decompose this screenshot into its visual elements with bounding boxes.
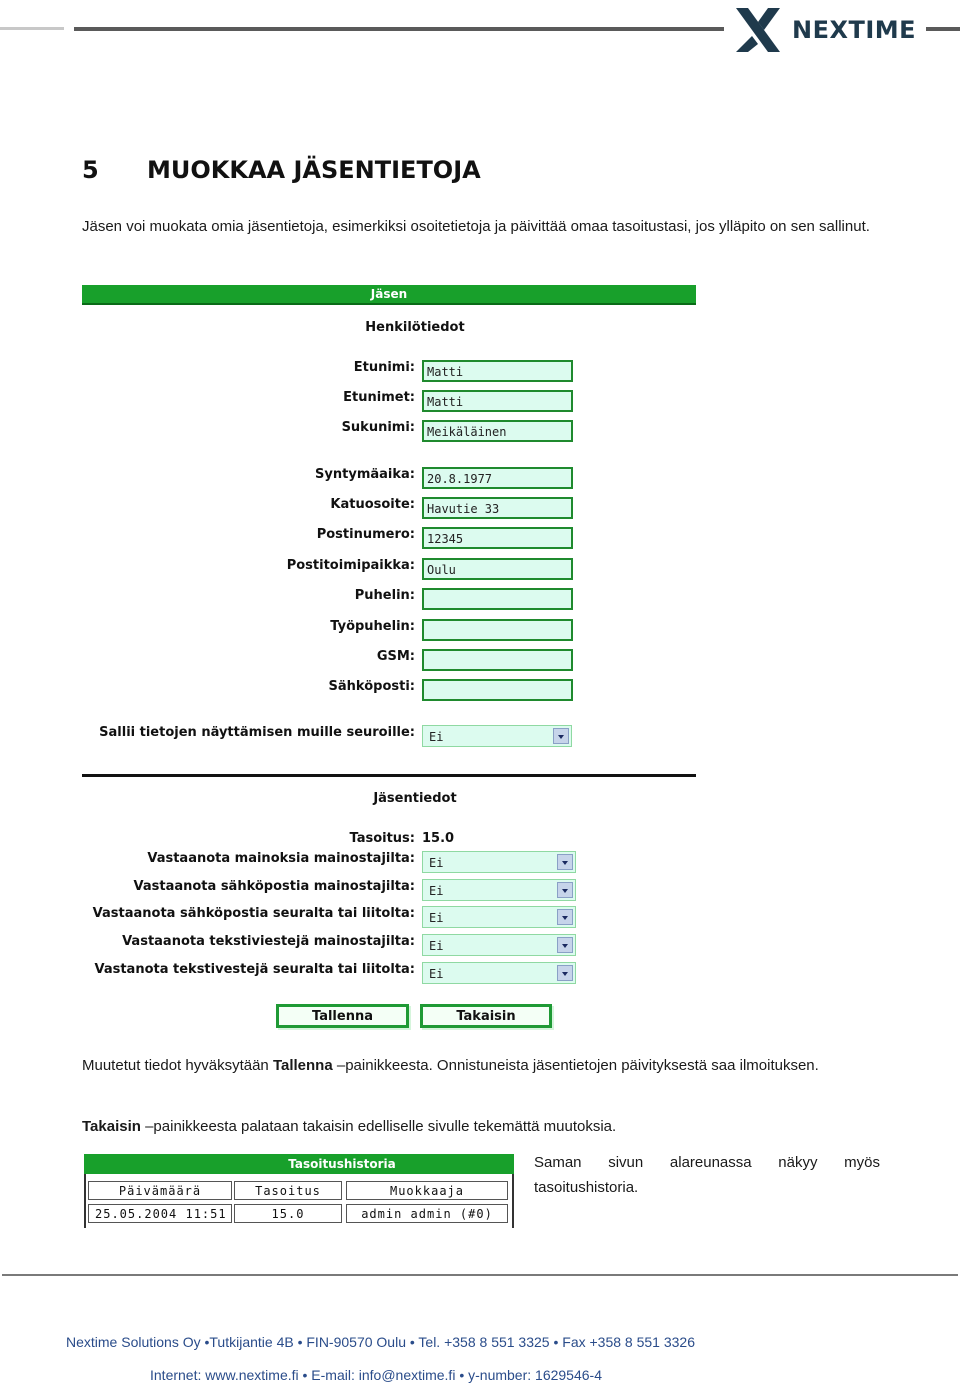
personal-info-heading: Henkilötiedot [365,320,465,335]
nextime-logo [734,6,960,54]
member-form [82,285,696,1040]
first-names-input[interactable]: Matti [422,390,573,412]
column-header: Tasoitus [234,1181,342,1200]
field-label: Sallii tietojen näyttämisen muille seuroille: [99,725,415,740]
ads-sms-select[interactable] [422,934,576,956]
member-info-heading: Jäsentiedot [373,791,457,806]
header-rule [74,27,724,31]
save-keyword: Tallenna [272,1057,333,1074]
save-paragraph [82,1053,880,1078]
column-header: Päivämäärä [88,1181,232,1200]
chevron-down-icon[interactable] [553,728,569,744]
handicap-label: Tasoitus: [349,831,415,846]
ads-select[interactable] [422,851,576,873]
field-label: Vastaanota sähköpostia mainostajilta: [133,879,415,894]
field-label: Puhelin: [354,588,415,603]
field-label: Vastaanota mainoksia mainostajilta: [147,851,415,866]
history-description: Saman sivun alareunassa näkyy myös tasoitushistoria. [534,1154,880,1196]
save-button[interactable]: Tallenna [276,1004,409,1028]
city-input[interactable]: Oulu [422,558,573,580]
field-label: Työpuhelin: [330,619,415,634]
table-cell: 15.0 [234,1204,342,1223]
table-cell: admin admin (#0) [346,1204,508,1223]
field-label: Syntymäaika: [315,467,415,482]
section-divider [82,774,696,777]
gsm-input[interactable] [422,649,573,671]
logo-text: NEXTIME [792,16,917,44]
phone-input[interactable] [422,588,573,610]
first-name-input[interactable]: Matti [422,360,573,382]
chevron-down-icon[interactable] [557,937,573,953]
intro-paragraph: Jäsen voi muokata omia jäsentietoja, esimerkiksi osoitetietoja ja päivittää omaa tasoitustasi, jos ylläpito on sen sallinut. [82,218,870,235]
field-label: Etunimet: [343,390,415,405]
page-title: MUOKKAA JÄSENTIETOJA [147,156,481,184]
field-label: Etunimi: [353,360,415,375]
field-label: Sähköposti: [328,679,415,694]
section-number: 5 [82,156,99,184]
chevron-down-icon[interactable] [557,965,573,981]
email-input[interactable] [422,679,573,701]
field-label: Sukunimi: [341,420,415,435]
text-run: Muutetut tiedot hyväksytään [82,1057,273,1074]
footer-contact: Nextime Solutions Oy •Tutkijantie 4B • FIN-90570 Oulu • Tel. +358 8 551 3325 • Fax +358 8 551 3326 [66,1334,695,1350]
field-label: Katuosoite: [330,497,415,512]
chevron-down-icon[interactable] [557,854,573,870]
ads-email-select[interactable] [422,879,576,901]
column-header: Muokkaaja [346,1181,508,1200]
postal-code-input[interactable]: 12345 [422,527,573,549]
birth-date-input[interactable]: 20.8.1977 [422,467,573,489]
back-keyword: Takaisin [82,1118,141,1135]
footer-web: Internet: www.nextime.fi • E-mail: info@nextime.fi • y-number: 1629546-4 [150,1367,602,1383]
select-value: Ei [429,730,444,744]
field-label: Postinumero: [316,527,415,542]
club-sms-select[interactable] [422,962,576,984]
street-address-input[interactable]: Havutie 33 [422,497,573,519]
work-phone-input[interactable] [422,619,573,641]
text-run: –painikkeesta. Onnistuneista jäsentietojen päivityksestä saa ilmoituksen. [332,1057,819,1074]
last-name-input[interactable]: Meikäläinen [422,420,573,442]
text-run: –painikkeesta palataan takaisin edelliselle sivulle tekemättä muutoksia. [140,1118,617,1135]
select-value: Ei [429,939,444,953]
handicap-history-table [82,1154,514,1228]
field-label: GSM: [376,649,415,664]
chevron-down-icon[interactable] [557,909,573,925]
table-cell: 25.05.2004 11:51 [88,1204,232,1223]
back-button[interactable]: Takaisin [420,1004,552,1028]
history-title: Tasoitushistoria [288,1157,396,1171]
back-paragraph [82,1114,880,1139]
header-rule-left [0,27,64,30]
logo-x-icon [734,6,782,54]
form-title: Jäsen [370,287,408,301]
field-label: Vastanota tekstivestejä seuralta tai liitolta: [94,962,415,977]
footer-rule [2,1274,958,1276]
select-value: Ei [429,884,444,898]
field-label: Vastaanota sähköpostia seuralta tai liitolta: [92,906,415,921]
field-label: Vastaanota tekstiviestejä mainostajilta: [122,934,415,949]
select-value: Ei [429,856,444,870]
select-value: Ei [429,967,444,981]
chevron-down-icon[interactable] [557,882,573,898]
show-info-select[interactable] [422,725,572,747]
select-value: Ei [429,911,444,925]
handicap-value: 15.0 [422,831,455,846]
field-label: Postitoimipaikka: [286,558,415,573]
club-email-select[interactable] [422,906,576,928]
